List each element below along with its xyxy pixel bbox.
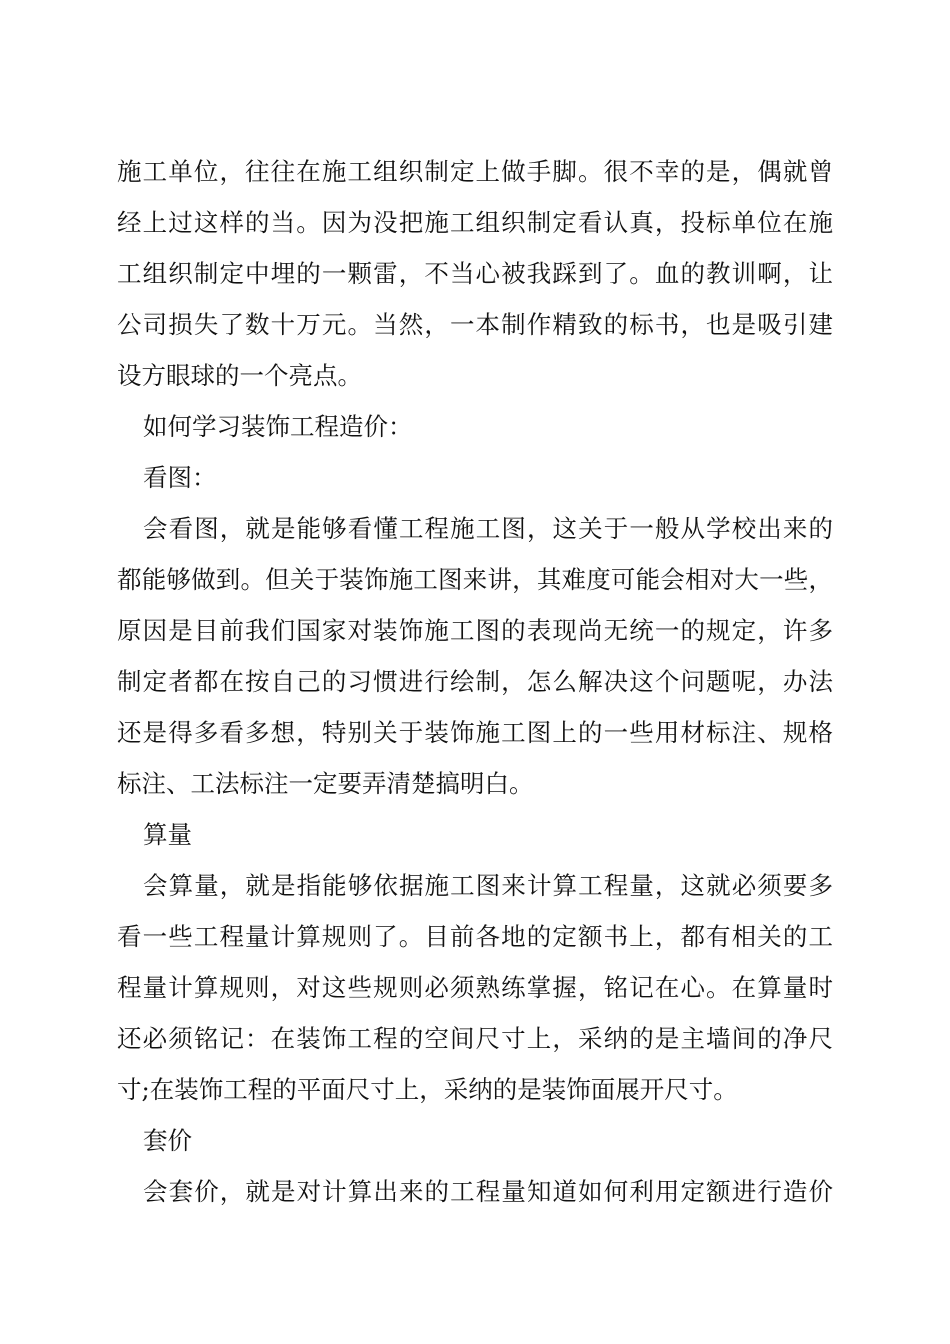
- text-line: 公司损失了数十万元。当然，一本制作精致的标书，也是吸引建: [117, 310, 833, 339]
- paragraph-reading-drawings: [117, 503, 833, 809]
- text-line: 还是得多看多想，特别关于装饰施工图上的一些用材标注、规格: [117, 718, 833, 747]
- paragraph-pricing: [117, 1166, 833, 1217]
- text-line: 都能够做到。但关于装饰施工图来讲，其难度可能会相对大一些，: [117, 565, 833, 594]
- text-line: 会算量，就是指能够依据施工图来计算工程量，这就必须要多: [143, 871, 833, 900]
- text-line: 标注、工法标注一定要弄清楚搞明白。: [117, 769, 534, 798]
- paragraph-bid-lesson: [117, 146, 833, 401]
- document-page: [117, 146, 833, 1217]
- text-line: 程量计算规则，对这些规则必须熟练掌握，铭记在心。在算量时: [117, 973, 833, 1002]
- section-heading-reading-drawings: 看图：: [143, 463, 217, 492]
- text-line: 看一些工程量计算规则了。目前各地的定额书上，都有相关的工: [117, 922, 833, 951]
- section-heading-pricing: 套价: [143, 1126, 192, 1155]
- paragraph-quantity: [117, 860, 833, 1115]
- section-heading-how-to-learn: 如何学习装饰工程造价：: [143, 412, 413, 441]
- text-line: 制定者都在按自己的习惯进行绘制，怎么解决这个问题呢，办法: [117, 667, 833, 696]
- text-line: 会套价，就是对计算出来的工程量知道如何利用定额进行造价: [143, 1177, 833, 1206]
- text-line: 工组织制定中埋的一颗雷，不当心被我踩到了。血的教训啊，让: [117, 259, 833, 288]
- text-line: 经上过这样的当。因为没把施工组织制定看认真，投标单位在施: [117, 208, 833, 237]
- text-line: 施工单位，往往在施工组织制定上做手脚。很不幸的是，偶就曾: [117, 157, 833, 186]
- text-line: 寸;在装饰工程的平面尺寸上，采纳的是装饰面展开尺寸。: [117, 1075, 738, 1104]
- section-heading-quantity: 算量: [143, 820, 192, 849]
- text-line: 设方眼球的一个亮点。: [117, 361, 362, 390]
- text-line: 原因是目前我们国家对装饰施工图的表现尚无统一的规定，许多: [117, 616, 833, 645]
- text-line: 还必须铭记：在装饰工程的空间尺寸上，采纳的是主墙间的净尺: [117, 1024, 833, 1053]
- text-line: 会看图，就是能够看懂工程施工图，这关于一般从学校出来的: [143, 514, 833, 543]
